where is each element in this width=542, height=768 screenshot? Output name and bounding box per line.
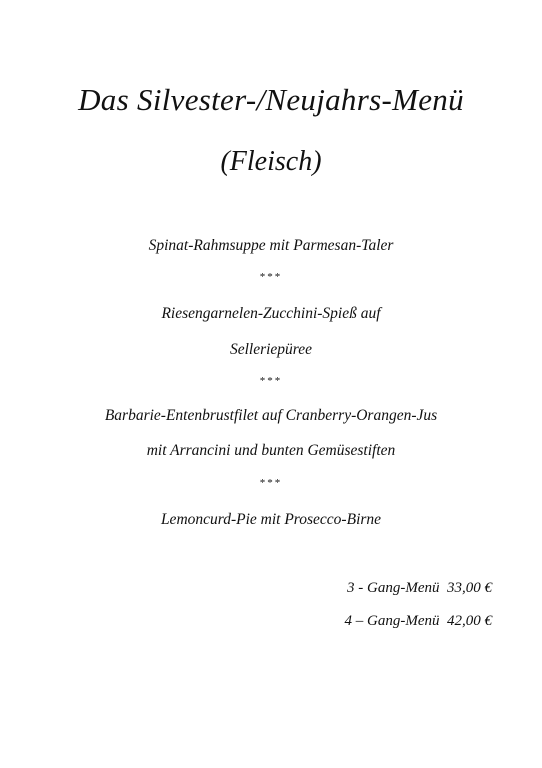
course-4-line-1: Lemoncurd-Pie mit Prosecco-Birne [160,511,382,528]
separator-3: *** [259,477,283,489]
menu-title: Das Silvester-/Neujahrs-Menü [78,82,464,117]
separator-2: *** [259,375,283,387]
price-three-course: 3 - Gang-Menü 33,00 € [347,580,492,596]
course-3-line-1: Barbarie-Entenbrustfilet auf Cranberry-Orangen-Jus [104,407,438,424]
menu-subtitle: (Fleisch) [220,146,322,177]
course-1-line-1: Spinat-Rahmsuppe mit Parmesan-Taler [148,237,394,254]
course-3-line-2: mit Arrancini und bunten Gemüsestiften [146,442,396,459]
separator-1: *** [259,271,283,283]
course-2-line-1: Riesengarnelen-Zucchini-Spieß auf [161,305,381,322]
course-2-line-2: Selleriepüree [229,341,313,358]
price-four-course: 4 – Gang-Menü 42,00 € [344,613,492,629]
